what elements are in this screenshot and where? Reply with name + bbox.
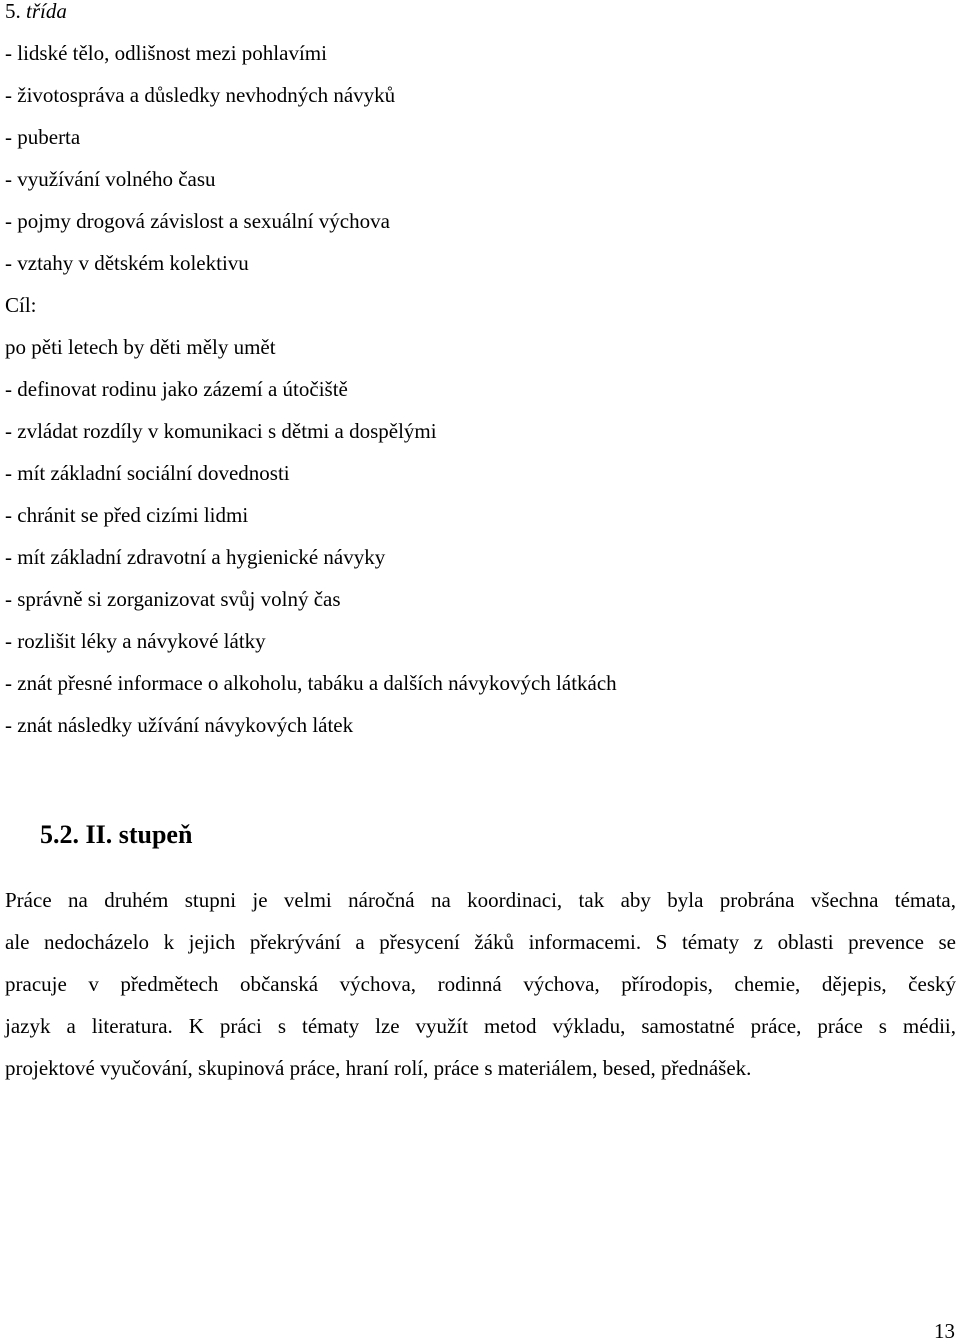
paragraph-line: projektové vyučování, skupinová práce, hraní rolí, práce s materiálem, besed, přednášek. bbox=[5, 1056, 752, 1080]
paragraph-line: pracuje v předmětech občanská výchova, rodinná výchova, přírodopis, chemie, dějepis, český bbox=[5, 972, 956, 996]
goal-item: - znát následky užívání návykových látek bbox=[5, 713, 354, 737]
goal-item: - mít základní zdravotní a hygienické návyky bbox=[5, 545, 386, 569]
paragraph-line: Práce na druhém stupni je velmi náročná na koordinaci, tak aby byla probrána všechna témata, bbox=[5, 888, 956, 912]
topic-item: - životospráva a důsledky nevhodných návyků bbox=[5, 83, 396, 107]
page-number: 13 bbox=[934, 1319, 955, 1343]
paragraph-line: ale nedocházelo k jejich překrývání a přesycení žáků informacemi. S tématy z oblasti prevence se bbox=[5, 930, 956, 954]
section-heading: 5.2. II. stupeň bbox=[40, 820, 193, 849]
paragraph-line: jazyk a literatura. K práci s tématy lze využít metod výkladu, samostatné práce, práce s médii, bbox=[5, 1014, 956, 1038]
goal-item: - správně si zorganizovat svůj volný čas bbox=[5, 587, 341, 611]
class-heading bbox=[5, 0, 67, 24]
topic-item: - pojmy drogová závislost a sexuální výchova bbox=[5, 209, 390, 233]
class-heading-title: třída bbox=[26, 0, 67, 23]
topic-item: - lidské tělo, odlišnost mezi pohlavími bbox=[5, 41, 327, 65]
goal-item: - znát přesné informace o alkoholu, tabáku a dalších návykových látkách bbox=[5, 671, 617, 695]
topic-item: - vztahy v dětském kolektivu bbox=[5, 251, 249, 275]
goal-item: - chránit se před cizími lidmi bbox=[5, 503, 249, 527]
goal-item: - definovat rodinu jako zázemí a útočiště bbox=[5, 377, 348, 401]
goal-item: - mít základní sociální dovednosti bbox=[5, 461, 290, 485]
goal-label: Cíl: bbox=[5, 293, 37, 317]
goal-item: - zvládat rozdíly v komunikaci s dětmi a dospělými bbox=[5, 419, 437, 443]
goal-item: - rozlišit léky a návykové látky bbox=[5, 629, 266, 653]
topic-item: - puberta bbox=[5, 125, 81, 149]
class-heading-number: 5. bbox=[5, 0, 21, 23]
topic-item: - využívání volného času bbox=[5, 167, 216, 191]
goal-intro: po pěti letech by děti měly umět bbox=[5, 335, 276, 359]
